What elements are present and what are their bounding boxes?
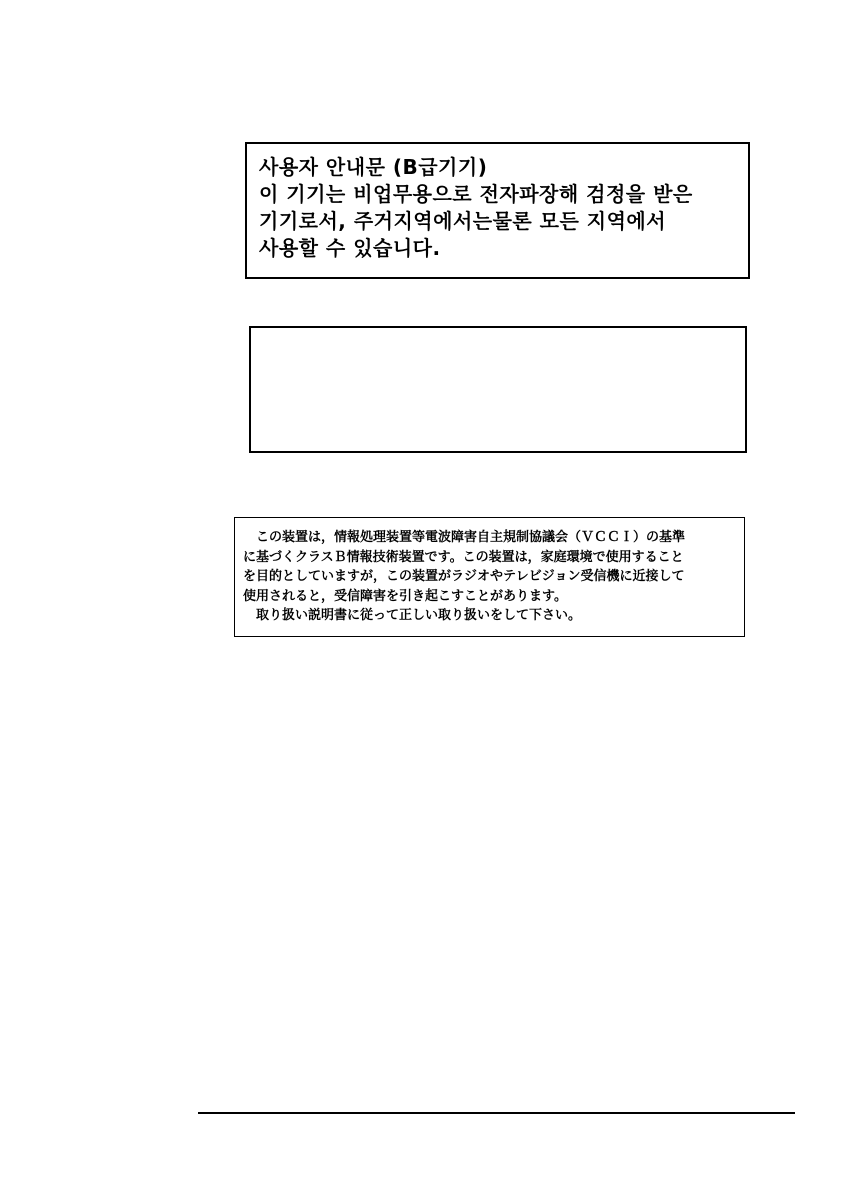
vcci-notice-line: この装置は，情報処理装置等電波障害自主規制協議会（ＶＣＣＩ）の基準 xyxy=(256,530,686,545)
korean-notice-title: 사용자 안내문 (B급기기) xyxy=(259,155,488,179)
vcci-notice-line: を目的としていますが，この装置がラジオやテレビジョン受信機に近接して xyxy=(243,569,685,584)
korean-class-b-notice-box xyxy=(245,142,750,279)
vcci-notice-box xyxy=(234,517,745,637)
vcci-notice-line: に基づくクラスＢ情報技術装置です。この装置は，家庭環境で使用すること xyxy=(243,549,684,565)
vcci-notice-line: 使用されると，受信障害を引き起こすことがあります。 xyxy=(243,588,567,604)
korean-notice-line: 기기로서, 주거지역에서는물론 모든 지역에서 xyxy=(259,209,667,233)
korean-notice-line: 이 기기는 비업무용으로 전자파장해 검정을 받은 xyxy=(259,182,693,206)
footer-rule xyxy=(198,1112,795,1114)
korean-notice-line: 사용할 수 있습니다. xyxy=(259,236,441,260)
vcci-notice-line: 取り扱い説明書に従って正しい取り扱いをして下さい。 xyxy=(256,608,582,623)
blank-notice-box xyxy=(249,326,747,453)
